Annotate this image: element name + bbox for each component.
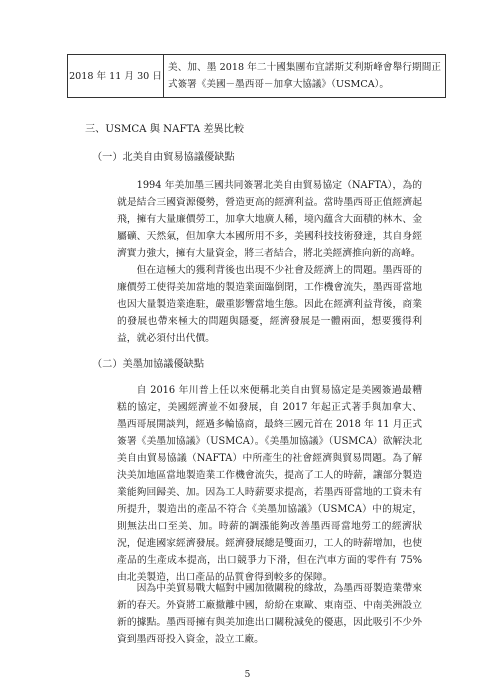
page-number: 5	[244, 670, 251, 680]
paragraph-nafta-problems: 但在這極大的獲利背後也出現不少社會及經濟上的問題。墨西哥的廉價勞工使得美加當地的製造業面臨倒閉，工作機會流失，墨西哥當地也因大量製造業進駐，嚴重影響當地生態。因此在經濟利益背後，商業的發展也帶來極大的問題與隱憂，經濟發展是一體兩面，想要獲得利益，就必須付出代價。	[117, 265, 422, 344]
table-date-cell: 2018 年 11 月 30 日	[68, 55, 164, 98]
paragraph-trade-war: 因為中美貿易戰大幅對中國加徵關稅的緣故，為墨西哥製造業帶來新的春天。外資將工廠撤離中國，紛紛在東歐、東南亞、中南美洲設立新的據點。墨西哥擁有與美加進出口關稅減免的優惠，因此吸引不少外資到墨西哥投入資金，設立工廠。	[117, 583, 422, 645]
subsection-heading-nafta: （一）北美自由貿易協議優缺點	[92, 152, 235, 163]
table-event-cell: 美、加、墨 2018 年二十國集團布宜諾斯艾利斯峰會舉行期間正式簽署《美國－墨西哥－加拿大協議》（USMCA）。	[164, 55, 446, 98]
timeline-table	[67, 54, 446, 98]
paragraph-usmca-negotiation: 自 2016 年川普上任以來便稱北美自由貿易協定是美國簽過最糟糕的協定，美國經濟並不如發展，自 2017 年起正式著手與加拿大、墨西哥展開談判，經過多輪協商，最終三國元首在 2018 年 11 月正式簽署《美墨加協議》（USMCA）。《美墨加協議》（USMCA）欲解決北美自由貿易協議（NAFTA）中所產生的社會經濟與貿易問題。為了解決美加地區當地製造業工作機會流失，提高了工人的時薪，讓部分製造業能夠回歸美、加。因為工人時薪要求提高，若墨西哥當地的工資未有所提升，製造出的產品不符合《美墨加協議》（USMCA）中的規定，則無法出口至美、加。時薪的調漲能夠改善墨西哥當地勞工的經濟狀況，促進國家經濟發展。經濟發展總是雙面刃，工人的時薪增加，也使產品的生產成本提高，出口競爭力下滑，但在汽車方面的零件有 75%由北美製造，出口產品的品質會得到較多的保障。	[117, 385, 422, 583]
subsection-heading-usmca: （二）美墨加協議優缺點	[92, 359, 205, 370]
table-row	[68, 55, 446, 98]
section-heading: 三、USMCA 與 NAFTA 差異比較	[85, 124, 245, 135]
paragraph-nafta-origin: 1994 年美加墨三國共同簽署北美自由貿易協定（NAFTA），為的就是結合三國資源優勢，營造更高的經濟利益。當時墨西哥正值經濟起飛，擁有大量廉價勞工，加拿大地廣人稀，境內蘊含大面積的林木、金屬礦、天然氣，但加拿大本國所用不多，美國科技技術發達，其自身經濟實力強大，擁有大量資金，將三者結合，將北美經濟推向新的高峰。	[117, 180, 422, 259]
